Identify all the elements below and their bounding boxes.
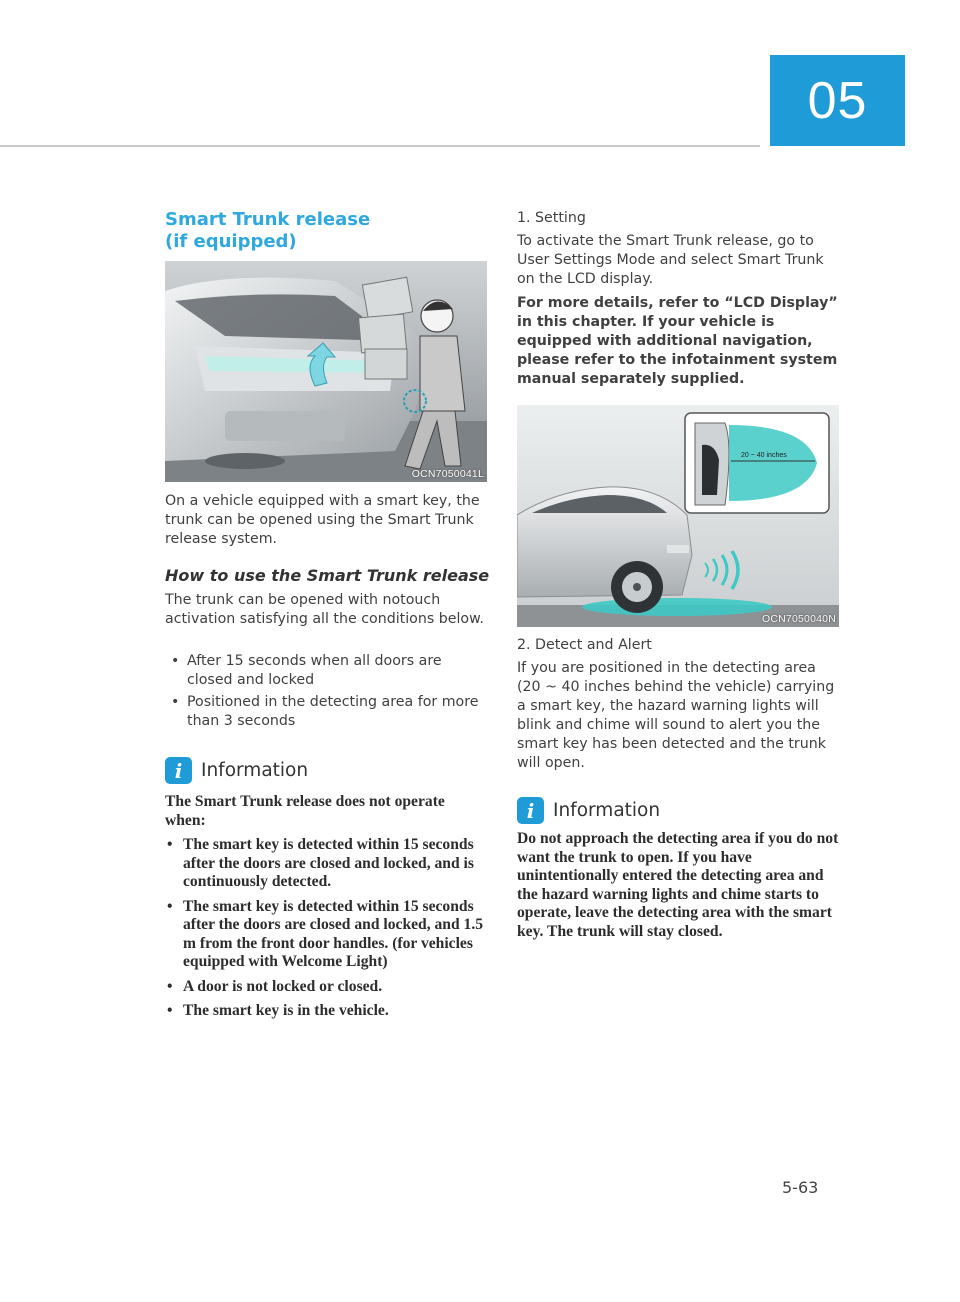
conditions-list	[165, 652, 487, 734]
step2-text: If you are positioned in the detecting area (20 ~ 40 inches behind the vehicle) carrying a smart key, the hazard warning lights will blink and chime will sound to alert you the smart key has been detected and the trunk will open.	[517, 660, 835, 771]
intro-paragraph: On a vehicle equipped with a smart key, the trunk can be opened using the Smart Trunk release system.	[165, 493, 480, 547]
section-title	[165, 209, 487, 253]
info1-item: • A door is not locked or closed.	[165, 978, 487, 997]
section-title-line2: (if equipped)	[165, 231, 297, 252]
info-icon: i	[165, 757, 192, 784]
info1-item: • The smart key is detected within 15 seconds after the doors are closed and locked, and is continuously detected.	[165, 836, 487, 892]
figure2-code: OCN7050040N	[762, 613, 836, 625]
info1-list	[165, 836, 487, 1027]
conditions-intro: The trunk can be opened with notouch activation satisfying all the conditions below.	[165, 592, 484, 627]
info-icon: i	[517, 797, 544, 824]
step1-heading: 1. Setting	[517, 210, 586, 226]
info2-header	[517, 797, 660, 824]
info2-text: Do not approach the detecting area if you do not want the trunk to open. If you have unintentionally entered the detecting area and the hazard warning lights and chime starts to operate, leave the detecting area with the smart key. The trunk will stay closed.	[517, 830, 839, 940]
trunk-illustration	[165, 261, 487, 482]
figure1-code: OCN7050041L	[411, 468, 484, 480]
detect-area-illustration	[517, 405, 839, 627]
header-rule	[0, 145, 760, 147]
info1-header	[165, 757, 308, 784]
condition-item: • After 15 seconds when all doors are closed and locked	[165, 652, 487, 690]
chapter-tab: 05	[770, 55, 905, 146]
step2-heading: 2. Detect and Alert	[517, 637, 652, 653]
figure-trunk-release	[165, 261, 487, 482]
info1-lead: The Smart Trunk release does not operate when:	[165, 793, 445, 829]
info2-title: Information	[553, 800, 661, 821]
info1-item: • The smart key is in the vehicle.	[165, 1002, 487, 1021]
distance-label: 20 ~ 40 inches	[741, 452, 787, 459]
figure-detect-area	[517, 405, 839, 627]
info1-item: • The smart key is detected within 15 seconds after the doors are closed and locked, and 1.5 m from the front door handles. (for vehicles equipped with Welcome Light)	[165, 898, 487, 972]
section-title-line1: Smart Trunk release	[165, 209, 371, 230]
page-number: 5-63	[782, 1178, 819, 1197]
step1-note: For more details, refer to “LCD Display” in this chapter. If your vehicle is equipped with additional navigation, please refer to the infotainment system manual separately supplied.	[517, 295, 838, 387]
step1-text: To activate the Smart Trunk release, go to User Settings Mode and select Smart Trunk on the LCD display.	[517, 233, 824, 287]
condition-item: • Positioned in the detecting area for more than 3 seconds	[165, 693, 487, 731]
info1-title: Information	[201, 760, 309, 781]
how-to-use-heading: How to use the Smart Trunk release	[165, 566, 490, 585]
